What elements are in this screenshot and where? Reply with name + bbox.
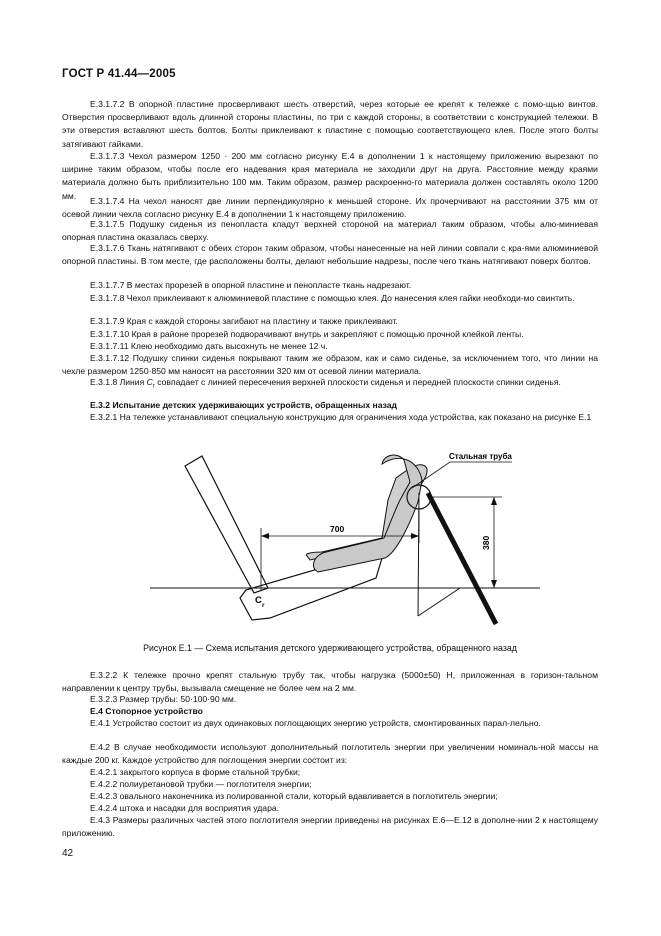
paragraph [62, 292, 598, 305]
paragraph [62, 814, 598, 840]
paragraph-text: Е.3.1.7.7 В местах прорезей в опорной пластине и пенопласте ткань надрезают. [90, 280, 412, 290]
page-number: 42 [62, 848, 74, 859]
paragraph-text: Е.3.1.7.9 Края с каждой стороны загибают на пластину и также приклеивают. [90, 316, 398, 326]
label-steel-pipe: Стальная труба [449, 452, 512, 461]
paragraph-text: Е.4.1 Устройство состоит из двух одинаковых поглощающих энергию устройств, смонтированных парал-лельно. [90, 718, 541, 728]
arrow-head [411, 533, 419, 539]
label-cr-subscript: r [262, 602, 265, 609]
paragraph-text: Е.3.1.8 Линия [90, 377, 147, 387]
paragraph-text: Е.3.1.7.6 Ткань натягивают с обеих сторон таким образом, чтобы нанесенные на ней линии совпали с кра-ями алюминиевой опорной пластины. В том месте, где расположены болты, делают небольшие надрезы, после чего ткань натягивают поверх болтов. [62, 243, 598, 267]
paragraph [62, 352, 598, 378]
paragraph-text: Е.3.1.7.10 Края в районе прорезей подворачивают внутрь и закрепляют с помощью прочной клейкой ленты. [90, 329, 524, 339]
paragraph-text: совпадает с линией пересечения верхней плоскости сиденья и передней плоскости спинки сиденья. [154, 377, 561, 387]
arrow-head [491, 580, 497, 588]
symbol-cr-subscript: r [152, 383, 155, 390]
support-strut [428, 493, 496, 624]
label-dimension-700: 700 [330, 524, 345, 534]
symbol-cr: C [146, 377, 153, 387]
arrow-head [261, 533, 269, 539]
figure-e1-diagram [150, 448, 540, 628]
figure-caption: Рисунок Е.1 — Схема испытания детского удерживающего устройства, обращенного назад [143, 643, 517, 653]
paragraph-text: Е.3.2.2 К тележке прочно крепят стальную трубу так, чтобы нагрузка (5000±50) Н, приложенная в горизон-тальном направлении к центру трубы, вызывала смещение не более чем на 2 мм. [62, 670, 598, 694]
paragraph [62, 717, 598, 730]
support-strut [418, 588, 460, 616]
paragraph-text: Е.4.2.2 полиуретановой трубки — поглотителя энергии; [90, 779, 312, 789]
paragraph-text: Е.3.1.7.5 Подушку сиденья из пенопласта кладут верхней стороной на материал таким образом, чтобы алю-миниевая опорная пластина оказалась сверху. [62, 219, 598, 243]
steel-pipe-leader [412, 462, 512, 488]
paragraph [62, 669, 598, 695]
document-header: ГОСТ Р 41.44—2005 [62, 68, 176, 80]
paragraph-text: Е.4.2 В случае необходимости используют дополнительный поглотитель энергии при увеличении номиналь-ной массы на каждые 200 кг. Каждое устройство для поглощения энергии состоит из: [62, 742, 598, 766]
paragraph-text: Е.3.1.7.2 В опорной пластине просверливают шесть отверстий, через которые ее крепят к тележке с помо-щью винтов. Отверстия просверливают вдоль длинной стороны пластины, по три с каждой стороны, в соответствии с конструкцией тележки. В эти отверстия вставляют шесть болтов. Болты приклеивают к пластине с помощью соответствующего клея. После этого болты затягивают гайками. [62, 99, 598, 149]
paragraph [62, 218, 598, 244]
paragraph-text: Е.4.3 Размеры различных частей этого поглотителя энергии приведены на рисунках Е.6—Е.12 в дополне-нии 2 к настоящему приложению. [62, 815, 598, 839]
label-cr: C [255, 595, 262, 606]
paragraph [62, 411, 598, 424]
paragraph [62, 741, 598, 767]
paragraph [62, 279, 598, 292]
paragraph [62, 315, 598, 328]
paragraph [62, 376, 598, 394]
paragraph-text: Е.3.1.7.11 Клею необходимо дать высохнуть не менее 12 ч. [90, 341, 328, 351]
paragraph-text: Е.4.2.1 закрытого корпуса в форме стальной трубки; [90, 767, 301, 777]
section-title: Е.3.2 Испытание детских удерживающих устройств, обращенных назад [90, 400, 397, 410]
paragraph [62, 98, 598, 151]
section-title: Е.4 Стопорное устройство [90, 706, 203, 716]
paragraph-text: Е.3.1.7.8 Чехол приклеивают к алюминиевой пластине с помощью клея. До нанесения клея гайки необходи-мо свинтить. [90, 293, 575, 303]
paragraph-text: Е.3.1.7.12 Подушку спинки сиденья покрывают таким же образом, как и само сиденье, за исключением того, что линии на чехле размером 1250·850 мм наносят на расстоянии 320 мм от осевой линии материала. [62, 353, 598, 377]
paragraph-text: Е.3.2.3 Размер трубы: 50·100·90 мм. [90, 694, 237, 704]
paragraph-text: Е.4.2.4 штока и насадки для восприятия удара. [90, 803, 280, 813]
label-dimension-380: 380 [481, 535, 491, 550]
arrow-head [491, 497, 497, 505]
paragraph-text: Е.3.1.7.4 На чехол наносят две линии перпендикулярно к меньшей стороне. Их прочерчивают на расстоянии 375 мм от осевой линии чехла согласно рисунку Е.4 в дополнении 1 к настоящему приложению. [62, 196, 598, 220]
frame-upright [185, 456, 268, 593]
paragraph-text: Е.3.2.1 На тележке устанавливают специальную конструкцию для ограничения хода устройства, как показано на рисунке Е.1 [90, 412, 592, 422]
paragraph-text: Е.3.1.7.3 Чехол размером 1250 · 200 мм согласно рисунку Е.4 в дополнении 1 к настоящему приложению вырезают по ширине таким образом, чтобы после его надевания края материала не заходили друг на друга. Расстояние между краями материала должно быть приблизительно 100 мм. Таким образом, размер раскроенно-го материала должен составлять около 1200 мм. [62, 151, 598, 201]
paragraph [62, 242, 598, 268]
paragraph-text: Е.4.2.3 овального наконечника из полированной стали, который вдавливается в поглотитель энергии; [90, 791, 498, 801]
